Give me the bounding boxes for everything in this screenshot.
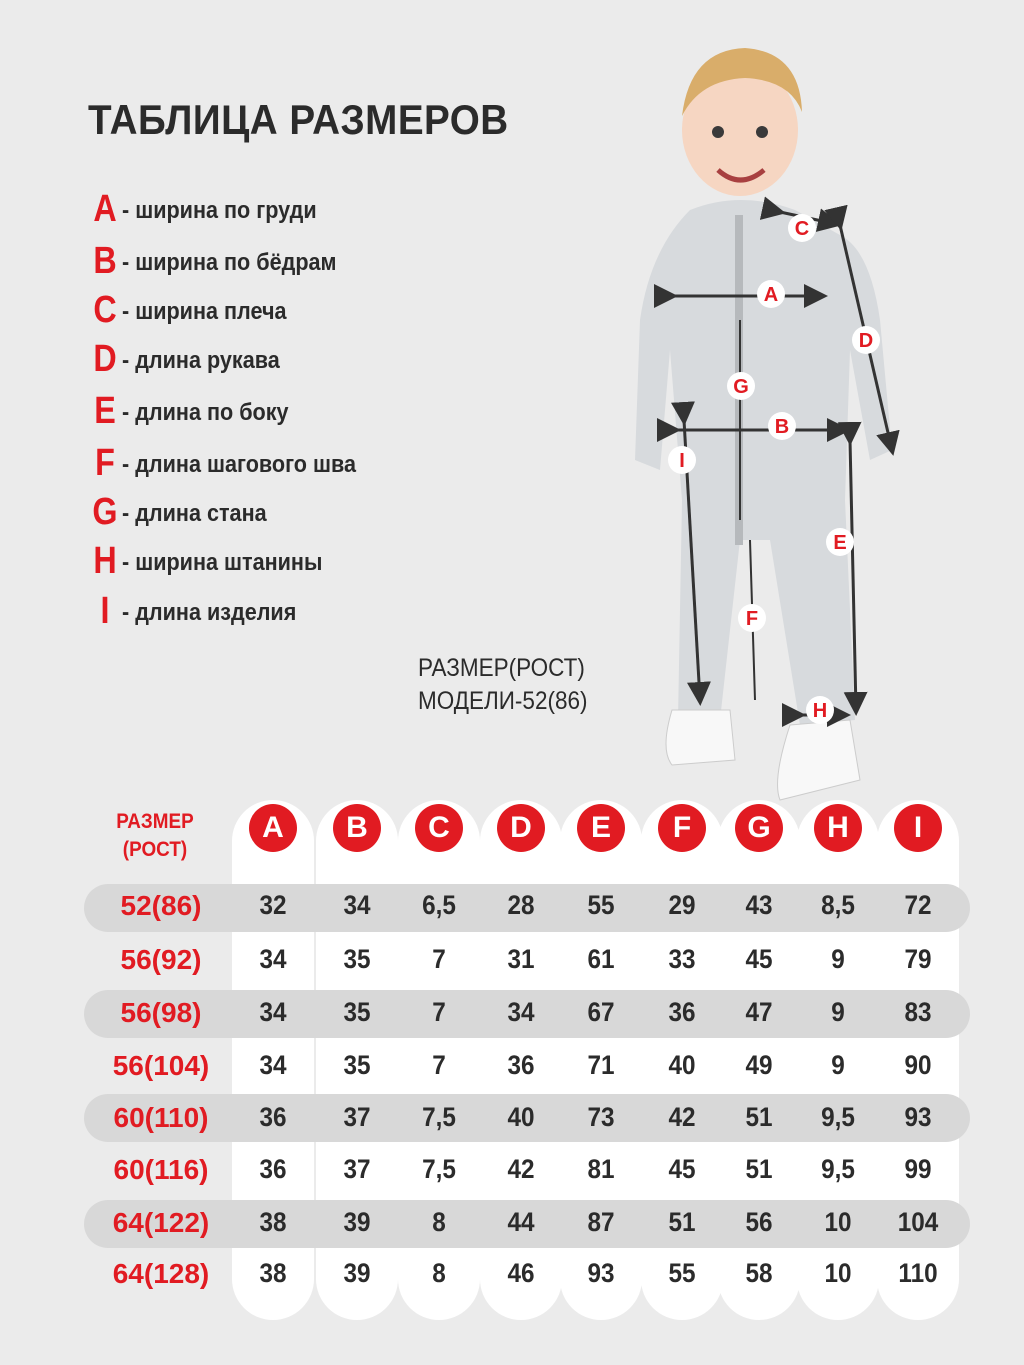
table-cell-c: 8 <box>432 1207 446 1237</box>
table-cell-d: 34 <box>507 997 535 1027</box>
table-cell-d: 36 <box>507 1050 535 1080</box>
table-cell-g: 51 <box>745 1102 773 1132</box>
svg-text:F: F <box>745 608 759 630</box>
legend-text: - ширина по груди <box>122 197 317 224</box>
column-header-h: H <box>814 804 862 852</box>
legend-letter: H <box>93 540 117 582</box>
table-cell-a: 34 <box>259 1050 287 1080</box>
size-header-line1: РАЗМЕР <box>116 810 194 833</box>
table-cell-f: 40 <box>668 1050 696 1080</box>
table-cell-b: 37 <box>343 1154 371 1184</box>
svg-text:B: B <box>774 416 790 438</box>
table-cell-a: 36 <box>259 1102 287 1132</box>
row-size-label: 60(116) <box>113 1154 209 1185</box>
table-cell-g: 47 <box>745 997 773 1027</box>
legend-letter: B <box>93 240 117 282</box>
table-cell-i: 110 <box>898 1258 938 1288</box>
legend-letter: G <box>92 491 118 533</box>
column-header-f: F <box>658 804 706 852</box>
table-cell-e: 81 <box>587 1154 615 1184</box>
table-cell-c: 7 <box>432 1050 446 1080</box>
table-cell-f: 42 <box>668 1102 696 1132</box>
table-cell-a: 32 <box>259 890 287 920</box>
legend-letter: A <box>93 188 117 230</box>
table-cell-f: 33 <box>668 944 696 974</box>
legend-text: - ширина плеча <box>122 298 287 325</box>
table-cell-d: 44 <box>507 1207 535 1237</box>
table-cell-c: 7 <box>432 944 446 974</box>
table-cell-d: 28 <box>507 890 535 920</box>
column-header-d: D <box>497 804 545 852</box>
table-cell-f: 29 <box>668 890 696 920</box>
column-header-i: I <box>894 804 942 852</box>
table-cell-g: 58 <box>745 1258 773 1288</box>
table-cell-e: 93 <box>587 1258 615 1288</box>
row-size-label: 56(98) <box>120 997 202 1028</box>
legend-text: - длина по боку <box>122 399 289 426</box>
table-cell-e: 55 <box>587 890 615 920</box>
table-cell-d: 42 <box>507 1154 535 1184</box>
table-cell-i: 90 <box>904 1050 932 1080</box>
legend-letter: I <box>100 590 110 632</box>
svg-text:A: A <box>763 284 779 306</box>
table-cell-g: 56 <box>745 1207 773 1237</box>
table-cell-b: 34 <box>343 890 371 920</box>
row-size-label: 56(92) <box>120 944 202 975</box>
table-cell-f: 45 <box>668 1154 696 1184</box>
legend-text: - ширина по бёдрам <box>122 249 337 276</box>
table-cell-i: 93 <box>904 1102 932 1132</box>
column-header-b: B <box>333 804 381 852</box>
column-header-c: C <box>415 804 463 852</box>
table-cell-b: 35 <box>343 944 371 974</box>
model-size-caption <box>418 652 587 718</box>
legend-text: - ширина штанины <box>122 549 323 576</box>
column-header-g: G <box>735 804 783 852</box>
table-cell-h: 10 <box>824 1207 852 1237</box>
table-cell-e: 73 <box>587 1102 615 1132</box>
row-size-label: 52(86) <box>120 890 202 921</box>
table-cell-e: 61 <box>587 944 615 974</box>
legend-letter: D <box>93 338 117 380</box>
table-cell-f: 36 <box>668 997 696 1027</box>
table-cell-a: 38 <box>259 1258 287 1288</box>
table-cell-h: 9 <box>831 944 845 974</box>
table-cell-a: 34 <box>259 944 287 974</box>
table-cell-b: 35 <box>343 1050 371 1080</box>
table-cell-e: 71 <box>587 1050 615 1080</box>
page-title: ТАБЛИЦА РАЗМЕРОВ <box>88 96 509 143</box>
svg-text:D: D <box>858 330 874 352</box>
table-cell-b: 39 <box>343 1258 371 1288</box>
svg-text:E: E <box>833 532 847 554</box>
model-caption-line2: МОДЕЛИ-52(86) <box>418 687 588 715</box>
table-cell-h: 9,5 <box>821 1102 855 1132</box>
table-cell-c: 7 <box>432 997 446 1027</box>
size-column-header <box>106 808 205 864</box>
table-cell-g: 49 <box>745 1050 773 1080</box>
table-cell-g: 43 <box>745 890 773 920</box>
table-cell-d: 40 <box>507 1102 535 1132</box>
table-cell-i: 72 <box>904 890 932 920</box>
row-size-label: 56(104) <box>112 1050 210 1081</box>
svg-text:H: H <box>812 700 828 722</box>
table-cell-a: 34 <box>259 997 287 1027</box>
svg-text:G: G <box>733 376 749 398</box>
table-cell-d: 46 <box>507 1258 535 1288</box>
table-cell-a: 38 <box>259 1207 287 1237</box>
row-size-label: 64(128) <box>112 1258 210 1289</box>
legend-letter: E <box>94 390 116 432</box>
row-size-label: 60(110) <box>113 1102 209 1133</box>
table-cell-h: 8,5 <box>821 890 855 920</box>
table-cell-i: 99 <box>904 1154 932 1184</box>
row-size-label: 64(122) <box>112 1207 210 1238</box>
table-cell-g: 51 <box>745 1154 773 1184</box>
svg-text:C: C <box>794 218 810 240</box>
legend-text: - длина рукава <box>122 347 280 374</box>
table-cell-a: 36 <box>259 1154 287 1184</box>
table-cell-i: 104 <box>897 1207 939 1237</box>
table-cell-h: 10 <box>824 1258 852 1288</box>
table-cell-i: 83 <box>904 997 932 1027</box>
table-cell-c: 8 <box>432 1258 446 1288</box>
table-cell-e: 67 <box>587 997 615 1027</box>
legend-letter: F <box>95 442 115 484</box>
table-cell-c: 7,5 <box>422 1154 456 1184</box>
table-cell-b: 35 <box>343 997 371 1027</box>
table-cell-f: 51 <box>668 1207 696 1237</box>
table-cell-c: 6,5 <box>422 890 456 920</box>
table-cell-b: 37 <box>343 1102 371 1132</box>
legend-text: - длина изделия <box>122 599 297 626</box>
table-cell-d: 31 <box>507 944 535 974</box>
svg-text:I: I <box>679 450 685 472</box>
column-header-e: E <box>577 804 625 852</box>
legend-text: - длина стана <box>122 500 267 527</box>
column-header-a: A <box>249 804 297 852</box>
table-cell-h: 9 <box>831 997 845 1027</box>
legend-text: - длина шагового шва <box>122 451 356 478</box>
table-cell-h: 9 <box>831 1050 845 1080</box>
model-caption-line1: РАЗМЕР(РОСТ) <box>418 654 585 682</box>
table-cell-h: 9,5 <box>821 1154 855 1184</box>
size-header-line2: (РОСТ) <box>122 838 188 861</box>
table-cell-g: 45 <box>745 944 773 974</box>
legend-letter: C <box>93 289 117 331</box>
table-cell-c: 7,5 <box>422 1102 456 1132</box>
table-cell-i: 79 <box>904 944 932 974</box>
table-cell-e: 87 <box>587 1207 615 1237</box>
child-jumpsuit-illustration <box>600 20 930 810</box>
table-cell-b: 39 <box>343 1207 371 1237</box>
table-cell-f: 55 <box>668 1258 696 1288</box>
